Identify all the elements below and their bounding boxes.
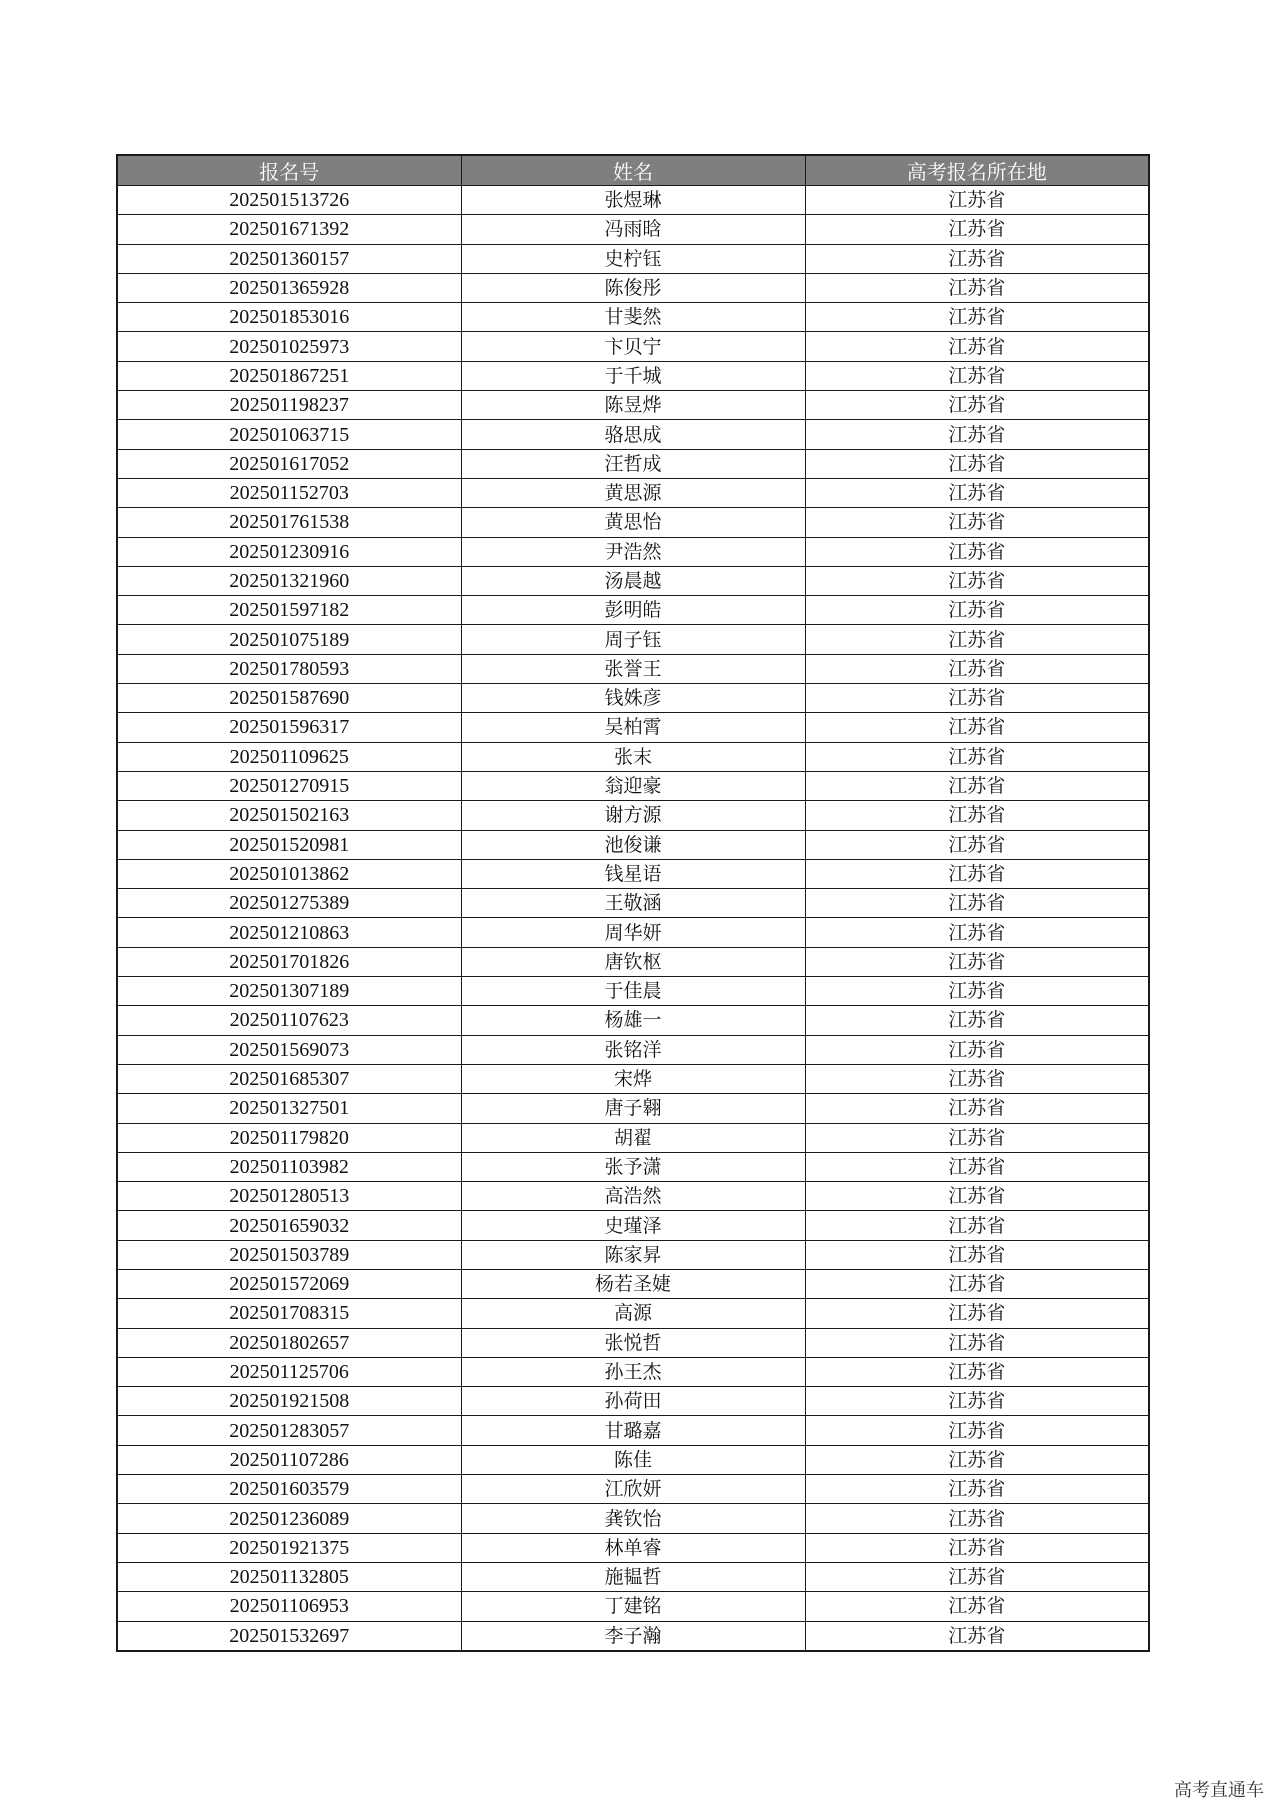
cell-registration-number: 202501513726 [117,186,461,215]
cell-registration-number: 202501587690 [117,684,461,713]
cell-registration-number: 202501671392 [117,215,461,244]
cell-registration-location: 江苏省 [805,1621,1149,1651]
cell-registration-location: 江苏省 [805,1504,1149,1533]
cell-registration-location: 江苏省 [805,420,1149,449]
table-row [117,947,1149,976]
cell-registration-location: 江苏省 [805,1269,1149,1298]
cell-registration-location: 江苏省 [805,654,1149,683]
cell-registration-number: 202501327501 [117,1094,461,1123]
cell-name: 龚钦怡 [461,1504,805,1533]
cell-registration-number: 202501503789 [117,1240,461,1269]
watermark-text: 高考直通车 [1174,1780,1264,1801]
cell-registration-location: 江苏省 [805,1592,1149,1621]
cell-registration-number: 202501921508 [117,1387,461,1416]
cell-registration-location: 江苏省 [805,1152,1149,1181]
cell-registration-location: 江苏省 [805,1357,1149,1386]
cell-registration-number: 202501025973 [117,332,461,361]
cell-registration-number: 202501280513 [117,1182,461,1211]
cell-registration-number: 202501210863 [117,918,461,947]
header-row [117,155,1149,186]
table-row [117,537,1149,566]
cell-name: 彭明皓 [461,596,805,625]
table-row [117,1269,1149,1298]
cell-registration-number: 202501708315 [117,1299,461,1328]
cell-name: 周子钰 [461,625,805,654]
cell-registration-location: 江苏省 [805,596,1149,625]
cell-name: 胡翟 [461,1123,805,1152]
table-row [117,1416,1149,1445]
cell-registration-number: 202501270915 [117,771,461,800]
table-header [117,155,1149,186]
cell-registration-location: 江苏省 [805,947,1149,976]
cell-name: 吴柏霄 [461,713,805,742]
table-row [117,830,1149,859]
cell-registration-number: 202501179820 [117,1123,461,1152]
cell-name: 高浩然 [461,1182,805,1211]
cell-name: 孙王杰 [461,1357,805,1386]
header-registration-location: 高考报名所在地 [805,155,1149,186]
cell-registration-number: 202501107623 [117,1006,461,1035]
cell-name: 唐钦枢 [461,947,805,976]
cell-registration-location: 江苏省 [805,1533,1149,1562]
cell-registration-number: 202501802657 [117,1328,461,1357]
table-row [117,508,1149,537]
cell-name: 施韫哲 [461,1562,805,1591]
cell-registration-location: 江苏省 [805,1182,1149,1211]
cell-registration-number: 202501502163 [117,801,461,830]
cell-registration-number: 202501921375 [117,1533,461,1562]
table-row [117,654,1149,683]
cell-registration-location: 江苏省 [805,1064,1149,1093]
cell-name: 张誉王 [461,654,805,683]
cell-name: 张予潇 [461,1152,805,1181]
cell-name: 翁迎豪 [461,771,805,800]
cell-registration-location: 江苏省 [805,1445,1149,1474]
cell-name: 谢方源 [461,801,805,830]
table-row [117,420,1149,449]
cell-name: 陈俊彤 [461,273,805,302]
table-row [117,1123,1149,1152]
cell-registration-location: 江苏省 [805,303,1149,332]
cell-registration-number: 202501236089 [117,1504,461,1533]
table-row [117,684,1149,713]
cell-name: 钱姝彦 [461,684,805,713]
cell-name: 汪哲成 [461,449,805,478]
cell-name: 周华妍 [461,918,805,947]
cell-registration-location: 江苏省 [805,273,1149,302]
cell-registration-number: 202501701826 [117,947,461,976]
cell-name: 骆思成 [461,420,805,449]
cell-name: 钱星语 [461,859,805,888]
table-row [117,713,1149,742]
cell-registration-location: 江苏省 [805,478,1149,507]
cell-name: 于佳晨 [461,977,805,1006]
cell-registration-number: 202501230916 [117,537,461,566]
cell-registration-location: 江苏省 [805,508,1149,537]
table-row [117,625,1149,654]
table-body [117,186,1149,1651]
cell-registration-location: 江苏省 [805,830,1149,859]
cell-registration-location: 江苏省 [805,1562,1149,1591]
table-row [117,273,1149,302]
table-row [117,859,1149,888]
cell-name: 于千城 [461,361,805,390]
table-row [117,566,1149,595]
cell-registration-location: 江苏省 [805,1328,1149,1357]
cell-registration-location: 江苏省 [805,1035,1149,1064]
cell-name: 丁建铭 [461,1592,805,1621]
table-row [117,478,1149,507]
table-row [117,1094,1149,1123]
cell-name: 史瑾泽 [461,1211,805,1240]
cell-registration-location: 江苏省 [805,215,1149,244]
cell-name: 张末 [461,742,805,771]
cell-name: 甘斐然 [461,303,805,332]
table-row [117,186,1149,215]
cell-registration-number: 202501617052 [117,449,461,478]
cell-registration-location: 江苏省 [805,801,1149,830]
cell-registration-number: 202501132805 [117,1562,461,1591]
cell-name: 陈佳 [461,1445,805,1474]
cell-registration-location: 江苏省 [805,566,1149,595]
cell-registration-location: 江苏省 [805,449,1149,478]
cell-registration-location: 江苏省 [805,186,1149,215]
cell-name: 冯雨晗 [461,215,805,244]
table-row [117,1299,1149,1328]
cell-name: 尹浩然 [461,537,805,566]
header-name: 姓名 [461,155,805,186]
table-row [117,1240,1149,1269]
cell-name: 高源 [461,1299,805,1328]
cell-registration-location: 江苏省 [805,1475,1149,1504]
table-row [117,1533,1149,1562]
cell-registration-location: 江苏省 [805,1416,1149,1445]
table-row [117,889,1149,918]
table-row [117,1562,1149,1591]
cell-registration-location: 江苏省 [805,859,1149,888]
table-row [117,1504,1149,1533]
cell-registration-location: 江苏省 [805,332,1149,361]
cell-name: 张煜琳 [461,186,805,215]
cell-registration-location: 江苏省 [805,889,1149,918]
table-row [117,1357,1149,1386]
cell-name: 杨若圣婕 [461,1269,805,1298]
cell-registration-location: 江苏省 [805,1387,1149,1416]
cell-registration-location: 江苏省 [805,244,1149,273]
cell-registration-location: 江苏省 [805,361,1149,390]
cell-name: 李子瀚 [461,1621,805,1651]
cell-name: 甘璐嘉 [461,1416,805,1445]
cell-registration-number: 202501597182 [117,596,461,625]
table-row [117,918,1149,947]
cell-registration-location: 江苏省 [805,1211,1149,1240]
cell-registration-number: 202501569073 [117,1035,461,1064]
cell-registration-location: 江苏省 [805,537,1149,566]
cell-name: 黄思源 [461,478,805,507]
cell-name: 杨雄一 [461,1006,805,1035]
cell-registration-number: 202501596317 [117,713,461,742]
cell-registration-number: 202501283057 [117,1416,461,1445]
table-row [117,771,1149,800]
cell-registration-location: 江苏省 [805,918,1149,947]
cell-registration-location: 江苏省 [805,1123,1149,1152]
table-row [117,742,1149,771]
cell-name: 张悦哲 [461,1328,805,1357]
table-row [117,1035,1149,1064]
table-row [117,215,1149,244]
cell-registration-number: 202501659032 [117,1211,461,1240]
table-row [117,1445,1149,1474]
table-row [117,1152,1149,1181]
cell-registration-number: 202501063715 [117,420,461,449]
cell-registration-location: 江苏省 [805,742,1149,771]
table-row [117,332,1149,361]
cell-name: 陈昱烨 [461,391,805,420]
cell-registration-location: 江苏省 [805,1006,1149,1035]
table-row [117,1387,1149,1416]
table-row [117,303,1149,332]
cell-registration-number: 202501761538 [117,508,461,537]
cell-registration-number: 202501520981 [117,830,461,859]
table-row [117,1592,1149,1621]
cell-registration-number: 202501360157 [117,244,461,273]
cell-registration-number: 202501853016 [117,303,461,332]
table-row [117,391,1149,420]
cell-registration-number: 202501365928 [117,273,461,302]
table-row [117,361,1149,390]
cell-name: 唐子翱 [461,1094,805,1123]
cell-registration-number: 202501307189 [117,977,461,1006]
cell-registration-location: 江苏省 [805,684,1149,713]
table-row [117,1006,1149,1035]
table-row [117,1621,1149,1651]
cell-registration-number: 202501321960 [117,566,461,595]
cell-registration-number: 202501013862 [117,859,461,888]
table-row [117,801,1149,830]
registration-table [116,154,1150,1652]
table-row [117,244,1149,273]
cell-registration-location: 江苏省 [805,1240,1149,1269]
cell-registration-number: 202501107286 [117,1445,461,1474]
cell-registration-location: 江苏省 [805,391,1149,420]
cell-registration-location: 江苏省 [805,625,1149,654]
table-row [117,1211,1149,1240]
cell-registration-location: 江苏省 [805,771,1149,800]
table-row [117,977,1149,1006]
cell-name: 卞贝宁 [461,332,805,361]
table-row [117,596,1149,625]
cell-registration-number: 202501198237 [117,391,461,420]
cell-registration-number: 202501106953 [117,1592,461,1621]
table-row [117,449,1149,478]
cell-registration-number: 202501275389 [117,889,461,918]
table-row [117,1182,1149,1211]
cell-registration-number: 202501685307 [117,1064,461,1093]
cell-name: 王敬涵 [461,889,805,918]
cell-registration-number: 202501103982 [117,1152,461,1181]
cell-registration-number: 202501109625 [117,742,461,771]
cell-name: 宋烨 [461,1064,805,1093]
cell-name: 汤晨越 [461,566,805,595]
cell-registration-location: 江苏省 [805,1094,1149,1123]
cell-name: 池俊谦 [461,830,805,859]
cell-registration-location: 江苏省 [805,977,1149,1006]
table-row [117,1328,1149,1357]
cell-registration-number: 202501572069 [117,1269,461,1298]
cell-name: 史柠钰 [461,244,805,273]
table-row [117,1064,1149,1093]
cell-name: 孙荷田 [461,1387,805,1416]
cell-name: 张铭洋 [461,1035,805,1064]
cell-name: 陈家昇 [461,1240,805,1269]
cell-registration-location: 江苏省 [805,713,1149,742]
cell-name: 黄思怡 [461,508,805,537]
cell-registration-number: 202501603579 [117,1475,461,1504]
table-row [117,1475,1149,1504]
cell-registration-location: 江苏省 [805,1299,1149,1328]
cell-registration-number: 202501532697 [117,1621,461,1651]
cell-registration-number: 202501075189 [117,625,461,654]
cell-name: 江欣妍 [461,1475,805,1504]
cell-registration-number: 202501125706 [117,1357,461,1386]
cell-name: 林单睿 [461,1533,805,1562]
header-registration-number: 报名号 [117,155,461,186]
cell-registration-number: 202501867251 [117,361,461,390]
cell-registration-number: 202501780593 [117,654,461,683]
cell-registration-number: 202501152703 [117,478,461,507]
